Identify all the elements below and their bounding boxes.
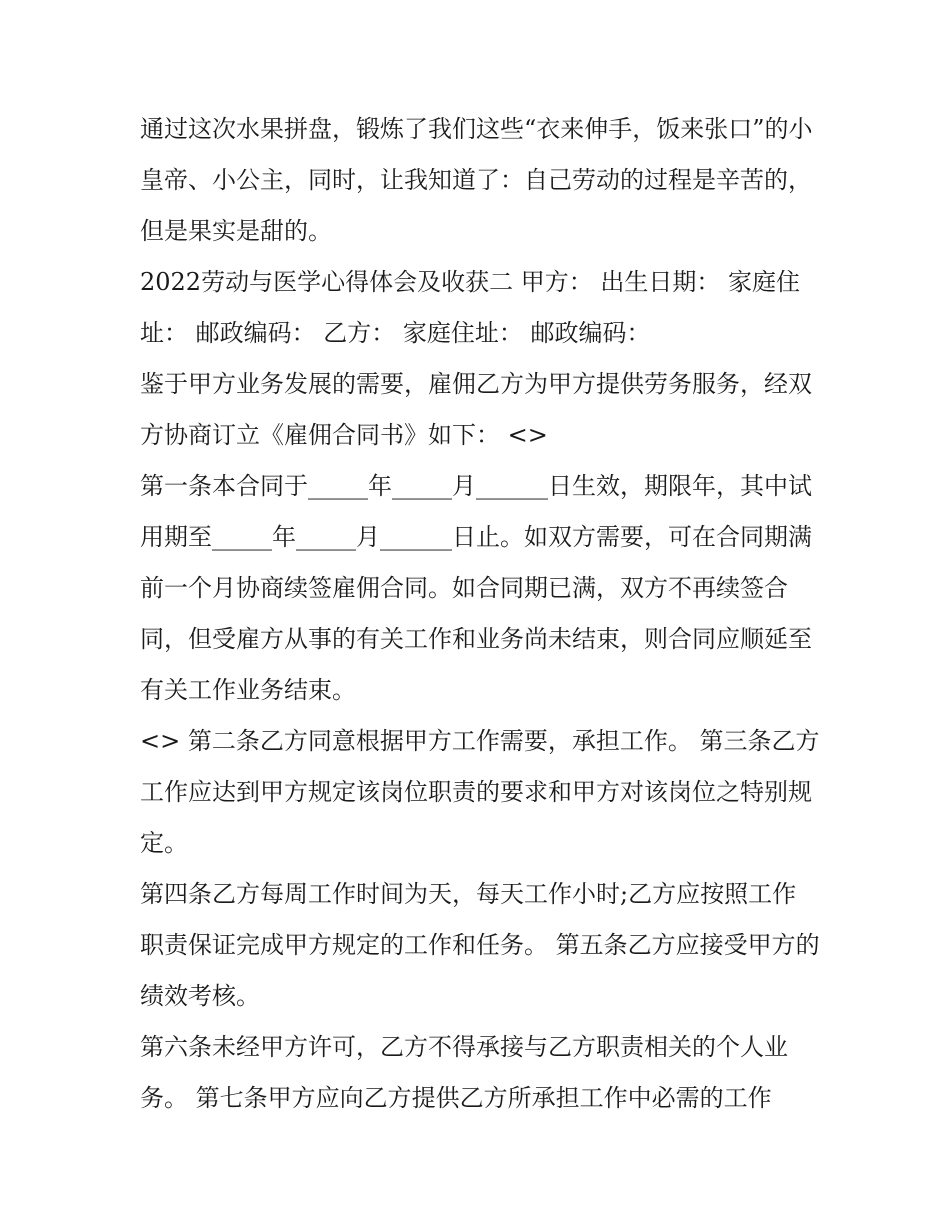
paragraph-article-4-5: 第四条乙方每周工作时间为天，每天工作小时;乙方应按照工作职责保证完成甲方规定的工作和任务。 第五条乙方应接受甲方的绩效考核。 xyxy=(140,880,820,1010)
document-body xyxy=(140,104,820,1124)
paragraph-fruit-platter: 通过这次水果拼盘，锻炼了我们这些“衣来伸手，饭来张口”的小皇帝、小公主，同时，让我知道了：自己劳动的过程是辛苦的，但是果实是甜的。 xyxy=(140,115,813,245)
paragraph-preamble: 鉴于甲方业务发展的需要，雇佣乙方为甲方提供劳务服务，经双方协商订立《雇佣合同书》如下： <> xyxy=(140,370,812,449)
paragraph-article-2-3: <> 第二条乙方同意根据甲方工作需要，承担工作。 第三条乙方工作应达到甲方规定该岗位职责的要求和甲方对该岗位之特别规定。 xyxy=(140,727,820,857)
paragraph-title-parties: 2022劳动与医学心得体会及收获二 甲方： 出生日期： 家庭住址： 邮政编码： 乙方： 家庭住址： 邮政编码： xyxy=(140,268,800,347)
paragraph-article-1: 第一条本合同于_____年_____月______日生效，期限年，其中试用期至_____年_____月______日止。如双方需要，可在合同期满前一个月协商续签雇佣合同。如合同期已满，双方不再续签合同，但受雇方从事的有关工作和业务尚未结束，则合同应顺延至有关工作业务结束。 xyxy=(140,472,812,704)
paragraph-article-6-7: 第六条未经甲方许可，乙方不得承接与乙方职责相关的个人业务。 第七条甲方应向乙方提供乙方所承担工作中必需的工作 xyxy=(140,1033,788,1112)
